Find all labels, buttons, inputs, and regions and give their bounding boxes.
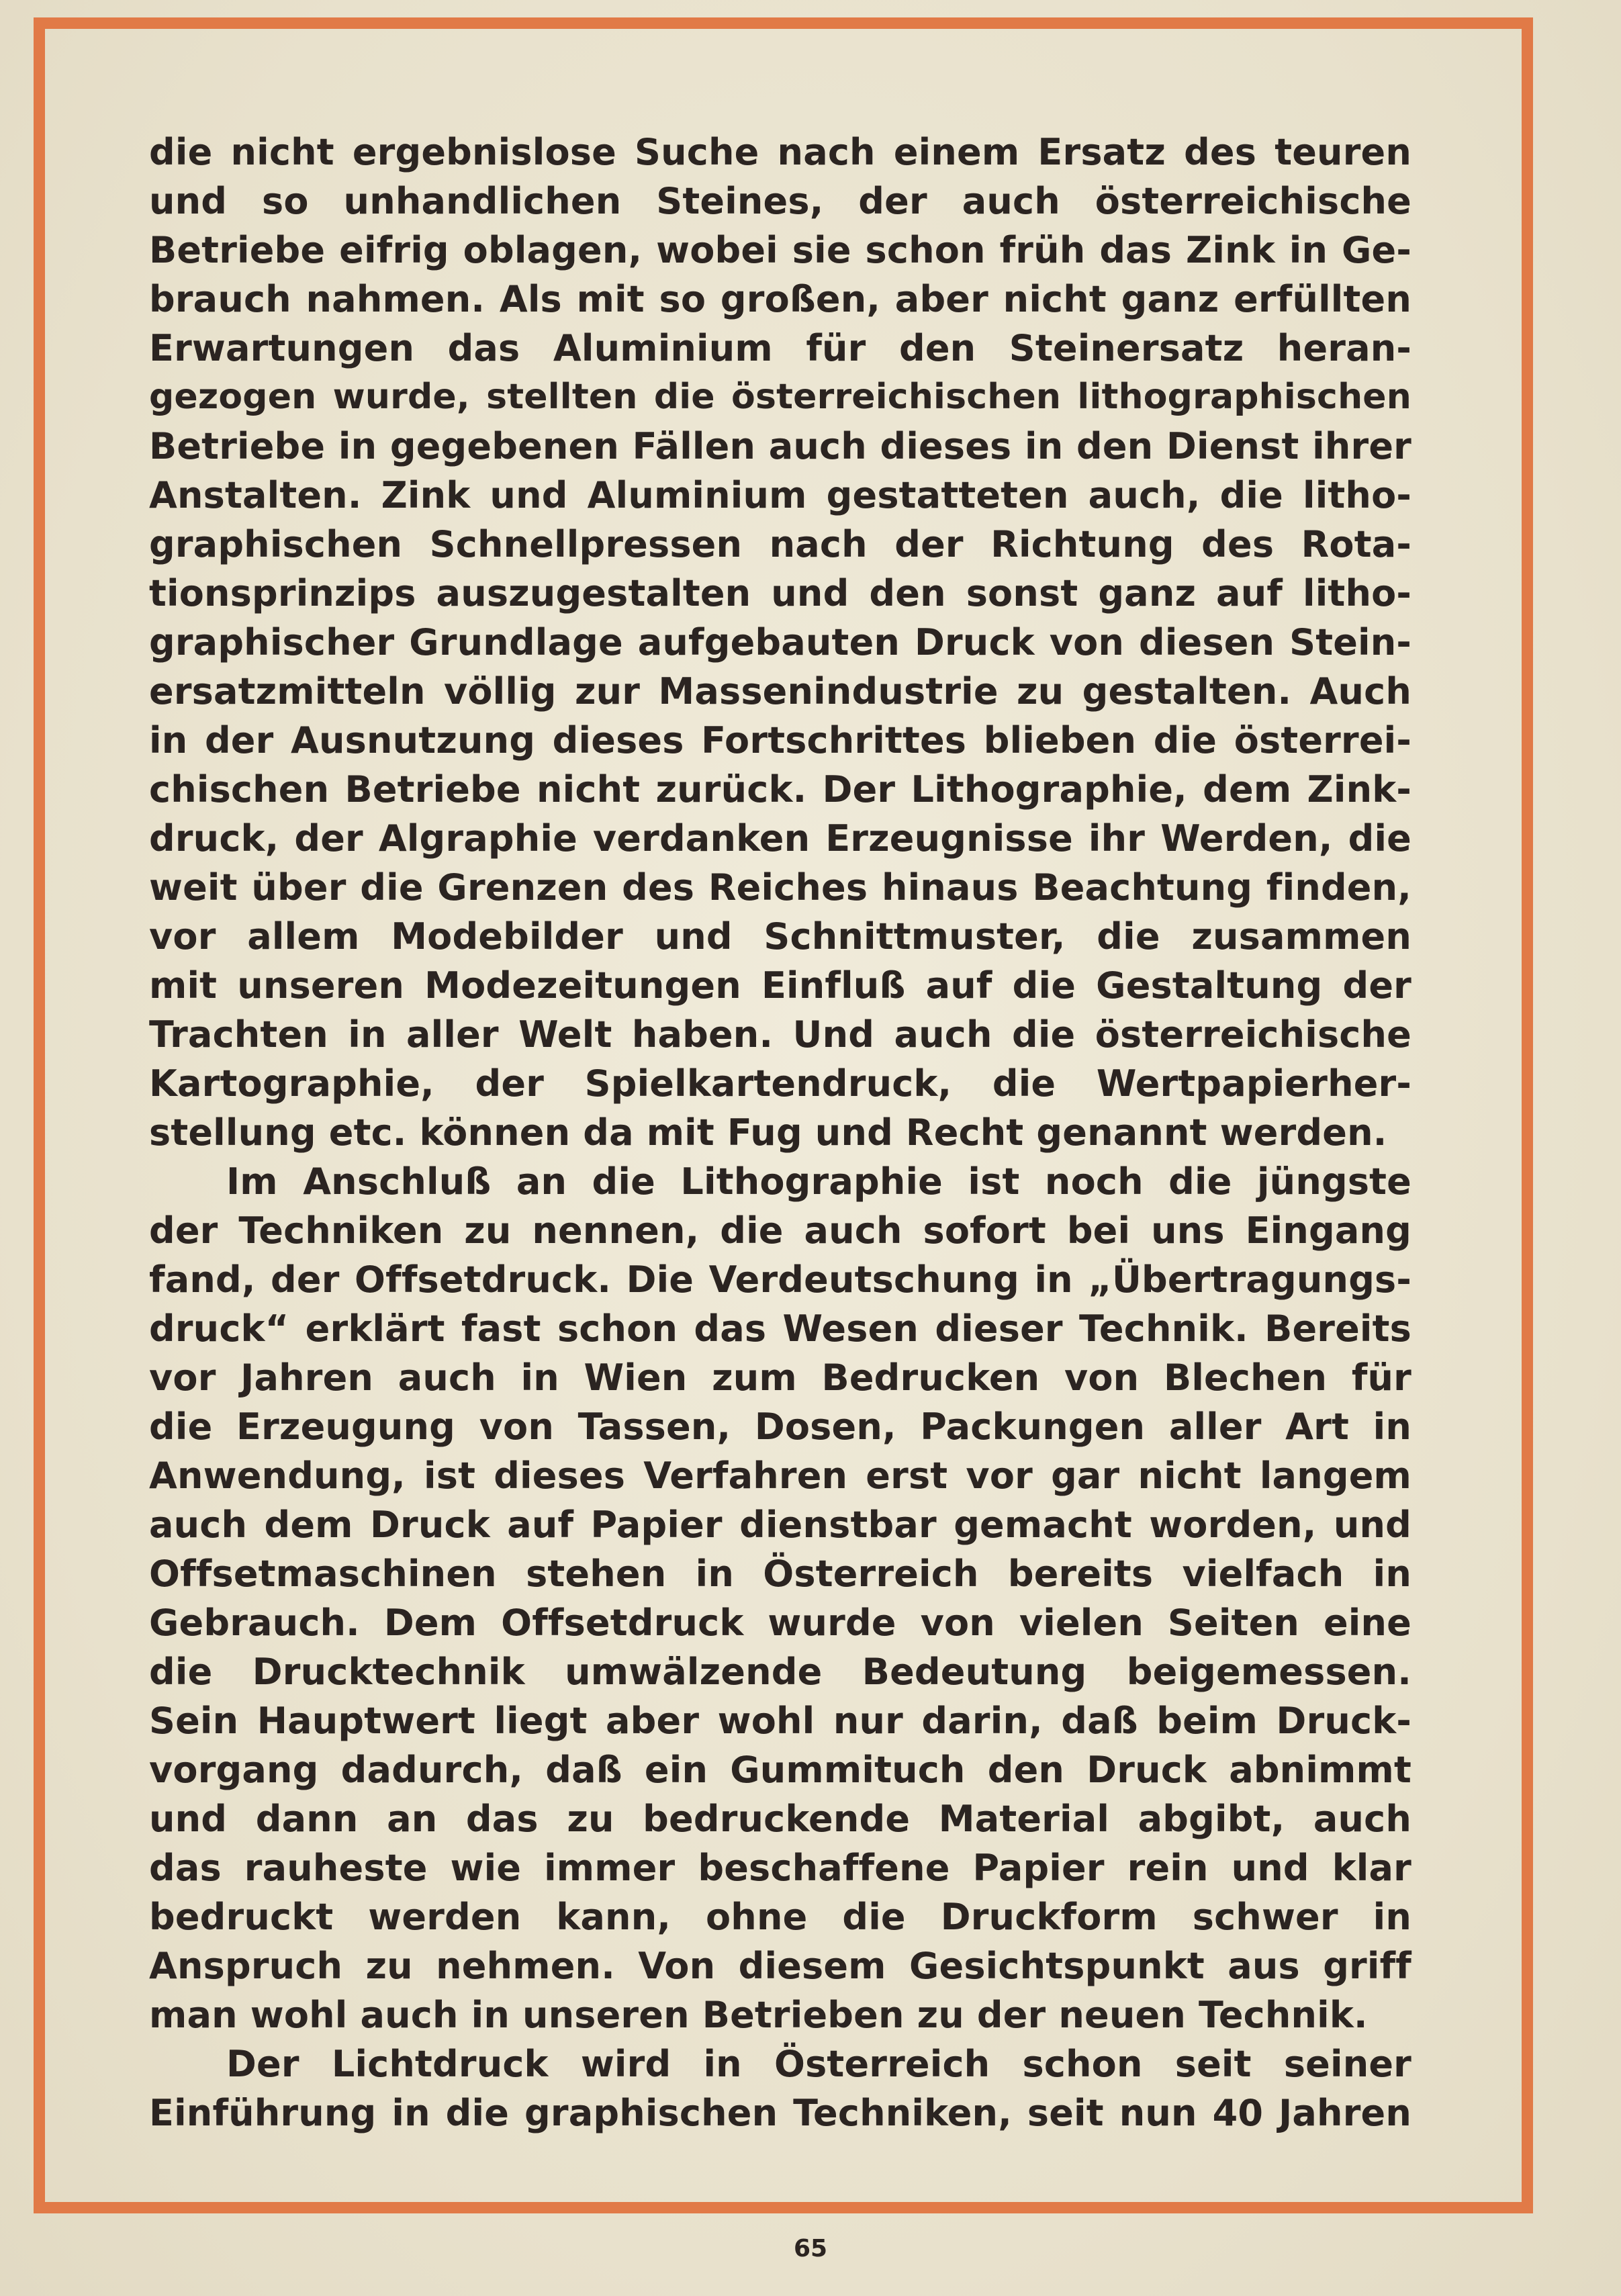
text-line: die Drucktechnik umwälzende Bedeutung beigemessen.	[149, 1651, 1411, 1693]
text-line: fand, der Offsetdruck. Die Verdeutschung in „Übertragungs-	[149, 1258, 1411, 1301]
text-line: tionsprinzips auszugestalten und den sonst ganz auf litho-	[149, 572, 1411, 614]
text-line: gezogen wurde, stellten die österreichischen lithographischen	[149, 377, 1411, 417]
text-line: Erwartungen das Aluminium für den Steinersatz heran-	[149, 327, 1411, 369]
text-line: Offsetmaschinen stehen in Österreich bereits vielfach in	[149, 1553, 1411, 1595]
text-line: Betriebe eifrig oblagen, wobei sie schon früh das Zink in Ge-	[149, 229, 1411, 271]
text-line: die Erzeugung von Tassen, Dosen, Packungen aller Art in	[149, 1406, 1411, 1448]
text-line: und so unhandlichen Steines, der auch österreichische	[149, 180, 1411, 222]
paragraph	[149, 2039, 1411, 2138]
text-line: Der Lichtdruck wird in Österreich schon seit seiner	[226, 2043, 1411, 2085]
text-line: stellung etc. können da mit Fug und Recht genannt werden.	[149, 1111, 1387, 1154]
text-line: druck“ erklärt fast schon das Wesen dieser Technik. Bereits	[149, 1307, 1411, 1350]
text-line: vor allem Modebilder und Schnittmuster, die zusammen	[149, 915, 1411, 958]
text-line: weit über die Grenzen des Reiches hinaus Beachtung finden,	[149, 866, 1411, 909]
text-line: graphischer Grundlage aufgebauten Druck von diesen Stein-	[149, 621, 1411, 663]
text-line: chischen Betriebe nicht zurück. Der Lithographie, dem Zink-	[149, 768, 1411, 811]
text-line: graphischen Schnellpressen nach der Richtung des Rota-	[149, 523, 1411, 565]
text-line: vor Jahren auch in Wien zum Bedrucken von Blechen für	[149, 1357, 1411, 1399]
text-line: Betriebe in gegebenen Fällen auch dieses in den Dienst ihrer	[149, 425, 1411, 467]
text-line: die nicht ergebnislose Suche nach einem Ersatz des teuren	[149, 131, 1411, 173]
text-line: Einführung in die graphischen Techniken, seit nun 40 Jahren	[149, 2092, 1411, 2134]
paragraph	[149, 128, 1411, 1157]
text-line: vorgang dadurch, daß ein Gummituch den Druck abnimmt	[149, 1749, 1411, 1791]
text-line: der Techniken zu nennen, die auch sofort bei uns Eingang	[149, 1209, 1411, 1252]
page-number: 65	[793, 2235, 828, 2262]
text-line: Gebrauch. Dem Offsetdruck wurde von vielen Seiten eine	[149, 1602, 1411, 1644]
text-line: Im Anschluß an die Lithographie ist noch die jüngste	[226, 1160, 1411, 1203]
text-line: mit unseren Modezeitungen Einfluß auf die Gestaltung der	[149, 964, 1411, 1007]
text-line: bedruckt werden kann, ohne die Druckform schwer in	[149, 1896, 1411, 1938]
text-line: Anspruch zu nehmen. Von diesem Gesichtspunkt aus griff	[149, 1945, 1411, 1987]
paragraph	[149, 1157, 1411, 2039]
text-line: auch dem Druck auf Papier dienstbar gemacht worden, und	[149, 1504, 1411, 1546]
text-line: und dann an das zu bedruckende Material abgibt, auch	[149, 1798, 1411, 1840]
text-line: Trachten in aller Welt haben. Und auch die österreichische	[149, 1013, 1411, 1056]
text-line: das rauheste wie immer beschaffene Papier rein und klar	[149, 1847, 1411, 1889]
body-text	[149, 128, 1411, 2138]
text-line: Kartographie, der Spielkartendruck, die Wertpapierher-	[149, 1062, 1411, 1105]
text-line: Sein Hauptwert liegt aber wohl nur darin, daß beim Druck-	[149, 1700, 1411, 1742]
text-line: brauch nahmen. Als mit so großen, aber nicht ganz erfüllten	[149, 278, 1411, 320]
text-line: druck, der Algraphie verdanken Erzeugnisse ihr Werden, die	[149, 817, 1411, 860]
text-line: in der Ausnutzung dieses Fortschrittes blieben die österrei-	[149, 719, 1411, 762]
text-line: man wohl auch in unseren Betrieben zu der neuen Technik.	[149, 1994, 1368, 2036]
text-line: Anwendung, ist dieses Verfahren erst vor gar nicht langem	[149, 1455, 1411, 1497]
text-line: ersatzmitteln völlig zur Massenindustrie zu gestalten. Auch	[149, 670, 1411, 713]
text-line: Anstalten. Zink und Aluminium gestatteten auch, die litho-	[149, 474, 1411, 516]
